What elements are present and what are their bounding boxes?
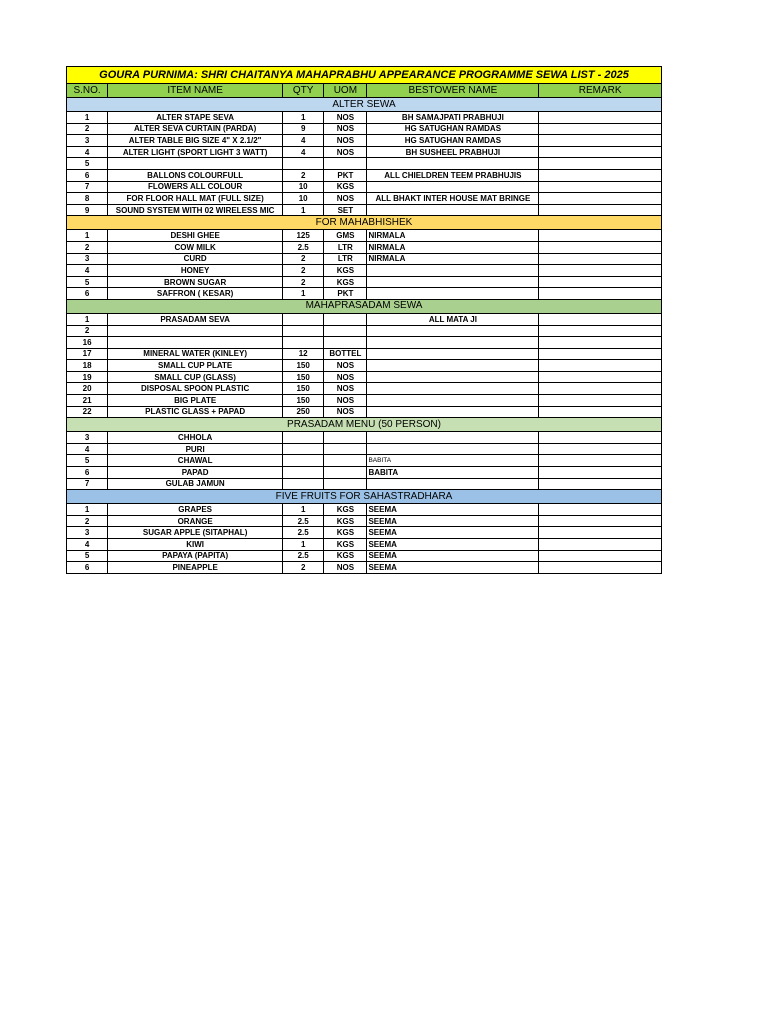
sno-cell[interactable]: 5 xyxy=(67,276,108,288)
table-row xyxy=(67,527,662,539)
remark-cell[interactable] xyxy=(539,455,662,467)
remark-cell[interactable] xyxy=(539,550,662,562)
uom-cell[interactable]: NOS xyxy=(324,146,367,158)
bestower-cell[interactable] xyxy=(367,383,539,395)
remark-cell[interactable] xyxy=(539,146,662,158)
uom-cell[interactable]: NOS xyxy=(324,112,367,124)
section-row xyxy=(67,418,662,432)
remark-cell[interactable] xyxy=(539,135,662,147)
table-row xyxy=(67,432,662,444)
sno-cell[interactable]: 4 xyxy=(67,539,108,551)
item-name-cell[interactable] xyxy=(108,325,283,337)
item-name-cell[interactable]: CURD xyxy=(108,253,283,265)
qty-cell[interactable]: 150 xyxy=(283,395,324,407)
table-row xyxy=(67,158,662,170)
uom-cell[interactable] xyxy=(324,313,367,325)
uom-cell[interactable]: PKT xyxy=(324,288,367,300)
item-name-cell[interactable]: SOUND SYSTEM WITH 02 WIRELESS MIC xyxy=(108,204,283,216)
sno-cell[interactable]: 2 xyxy=(67,325,108,337)
sno-cell[interactable]: 6 xyxy=(67,562,108,574)
uom-cell[interactable]: KGS xyxy=(324,265,367,277)
table-row xyxy=(67,406,662,418)
table-row xyxy=(67,276,662,288)
bestower-cell[interactable] xyxy=(367,158,539,170)
bestower-cell[interactable] xyxy=(367,348,539,360)
remark-cell[interactable] xyxy=(539,253,662,265)
table-row xyxy=(67,204,662,216)
remark-cell[interactable] xyxy=(539,241,662,253)
qty-cell[interactable]: 4 xyxy=(283,146,324,158)
uom-cell[interactable]: NOS xyxy=(324,395,367,407)
remark-cell[interactable] xyxy=(539,348,662,360)
table-row xyxy=(67,169,662,181)
section-row xyxy=(67,299,662,313)
uom-cell[interactable]: NOS xyxy=(324,360,367,372)
remark-cell[interactable] xyxy=(539,504,662,516)
qty-cell[interactable] xyxy=(283,313,324,325)
header-sno[interactable]: S.NO. xyxy=(67,84,108,98)
sno-cell[interactable]: 18 xyxy=(67,360,108,372)
sno-cell[interactable]: 3 xyxy=(67,432,108,444)
uom-cell[interactable]: LTR xyxy=(324,253,367,265)
qty-cell[interactable]: 2 xyxy=(283,169,324,181)
uom-cell[interactable]: GMS xyxy=(324,230,367,242)
bestower-cell[interactable]: SEEMA xyxy=(367,539,539,551)
table-row xyxy=(67,360,662,372)
qty-cell[interactable] xyxy=(283,325,324,337)
qty-cell[interactable]: 1 xyxy=(283,539,324,551)
bestower-cell[interactable] xyxy=(367,395,539,407)
remark-cell[interactable] xyxy=(539,313,662,325)
item-name-cell[interactable]: COW MILK xyxy=(108,241,283,253)
sno-cell[interactable]: 3 xyxy=(67,527,108,539)
table-row xyxy=(67,265,662,277)
table-row xyxy=(67,443,662,455)
item-name-cell[interactable]: ALTER LIGHT (SPORT LIGHT 3 WATT) xyxy=(108,146,283,158)
bestower-cell[interactable]: ALL BHAKT INTER HOUSE MAT BRINGE xyxy=(367,193,539,205)
item-name-cell[interactable]: BROWN SUGAR xyxy=(108,276,283,288)
item-name-cell[interactable]: PAPAYA (PAPITA) xyxy=(108,550,283,562)
bestower-cell[interactable] xyxy=(367,478,539,490)
uom-cell[interactable] xyxy=(324,337,367,349)
uom-cell[interactable] xyxy=(324,158,367,170)
bestower-cell[interactable] xyxy=(367,360,539,372)
item-name-cell[interactable]: CHAWAL xyxy=(108,455,283,467)
remark-cell[interactable] xyxy=(539,123,662,135)
bestower-cell[interactable] xyxy=(367,288,539,300)
uom-cell[interactable]: NOS xyxy=(324,135,367,147)
bestower-cell[interactable] xyxy=(367,276,539,288)
table-row xyxy=(67,112,662,124)
qty-cell[interactable] xyxy=(283,432,324,444)
remark-cell[interactable] xyxy=(539,158,662,170)
section-row xyxy=(67,98,662,112)
table-row xyxy=(67,348,662,360)
qty-cell[interactable] xyxy=(283,455,324,467)
remark-cell[interactable] xyxy=(539,325,662,337)
item-name-cell[interactable]: SUGAR APPLE (SITAPHAL) xyxy=(108,527,283,539)
remark-cell[interactable] xyxy=(539,276,662,288)
bestower-cell[interactable] xyxy=(367,204,539,216)
bestower-cell[interactable]: HG SATUGHAN RAMDAS xyxy=(367,135,539,147)
qty-cell[interactable] xyxy=(283,478,324,490)
item-name-cell[interactable]: HONEY xyxy=(108,265,283,277)
item-name-cell[interactable] xyxy=(108,337,283,349)
qty-cell[interactable]: 150 xyxy=(283,371,324,383)
remark-cell[interactable] xyxy=(539,383,662,395)
sno-cell[interactable]: 8 xyxy=(67,193,108,205)
sno-cell[interactable]: 1 xyxy=(67,230,108,242)
table-row xyxy=(67,550,662,562)
qty-cell[interactable] xyxy=(283,443,324,455)
qty-cell[interactable]: 2 xyxy=(283,562,324,574)
sno-cell[interactable]: 5 xyxy=(67,550,108,562)
header-qty[interactable]: QTY xyxy=(283,84,324,98)
qty-cell[interactable] xyxy=(283,337,324,349)
item-name-cell[interactable]: GRAPES xyxy=(108,504,283,516)
header-remark[interactable]: REMARK xyxy=(539,84,662,98)
uom-cell[interactable]: NOS xyxy=(324,383,367,395)
uom-cell[interactable] xyxy=(324,478,367,490)
item-name-cell[interactable]: PLASTIC GLASS + PAPAD xyxy=(108,406,283,418)
section-title[interactable]: FIVE FRUITS FOR SAHASTRADHARA xyxy=(67,490,662,504)
item-name-cell[interactable]: CHHOLA xyxy=(108,432,283,444)
table-row xyxy=(67,455,662,467)
table-row xyxy=(67,504,662,516)
item-name-cell[interactable]: KIWI xyxy=(108,539,283,551)
bestower-cell[interactable]: BABITA xyxy=(367,467,539,479)
item-name-cell[interactable]: PINEAPPLE xyxy=(108,562,283,574)
table-row xyxy=(67,288,662,300)
bestower-cell[interactable] xyxy=(367,265,539,277)
uom-cell[interactable]: KGS xyxy=(324,276,367,288)
remark-cell[interactable] xyxy=(539,337,662,349)
bestower-cell[interactable] xyxy=(367,371,539,383)
qty-cell[interactable]: 150 xyxy=(283,360,324,372)
uom-cell[interactable]: PKT xyxy=(324,169,367,181)
bestower-cell[interactable]: BABITA xyxy=(367,455,539,467)
table-row xyxy=(67,539,662,551)
bestower-cell[interactable] xyxy=(367,337,539,349)
uom-cell[interactable]: NOS xyxy=(324,562,367,574)
item-name-cell[interactable]: ALTER SEVA CURTAIN (PARDA) xyxy=(108,123,283,135)
remark-cell[interactable] xyxy=(539,204,662,216)
sno-cell[interactable]: 2 xyxy=(67,123,108,135)
sno-cell[interactable]: 16 xyxy=(67,337,108,349)
title-row xyxy=(67,67,662,84)
uom-cell[interactable]: KGS xyxy=(324,550,367,562)
sno-cell[interactable]: 5 xyxy=(67,455,108,467)
uom-cell[interactable]: KGS xyxy=(324,181,367,193)
remark-cell[interactable] xyxy=(539,360,662,372)
sno-cell[interactable]: 17 xyxy=(67,348,108,360)
table-row xyxy=(67,181,662,193)
bestower-cell[interactable] xyxy=(367,325,539,337)
qty-cell[interactable]: 2.5 xyxy=(283,515,324,527)
sno-cell[interactable]: 3 xyxy=(67,135,108,147)
sewa-list-table xyxy=(66,66,662,574)
bestower-cell[interactable]: NIRMALA xyxy=(367,230,539,242)
item-name-cell[interactable]: FLOWERS ALL COLOUR xyxy=(108,181,283,193)
qty-cell[interactable]: 10 xyxy=(283,193,324,205)
uom-cell[interactable]: KGS xyxy=(324,504,367,516)
remark-cell[interactable] xyxy=(539,169,662,181)
section-title[interactable]: FOR MAHABHISHEK xyxy=(67,216,662,230)
sno-cell[interactable]: 4 xyxy=(67,146,108,158)
header-uom[interactable]: UOM xyxy=(324,84,367,98)
item-name-cell[interactable]: GULAB JAMUN xyxy=(108,478,283,490)
table-row xyxy=(67,193,662,205)
bestower-cell[interactable]: BH SAMAJPATI PRABHUJI xyxy=(367,112,539,124)
sno-cell[interactable]: 7 xyxy=(67,181,108,193)
bestower-cell[interactable]: NIRMALA xyxy=(367,253,539,265)
qty-cell[interactable]: 12 xyxy=(283,348,324,360)
bestower-cell[interactable] xyxy=(367,432,539,444)
uom-cell[interactable]: KGS xyxy=(324,527,367,539)
item-name-cell[interactable]: SMALL CUP (GLASS) xyxy=(108,371,283,383)
table-row xyxy=(67,562,662,574)
table-row xyxy=(67,123,662,135)
sno-cell[interactable]: 21 xyxy=(67,395,108,407)
remark-cell[interactable] xyxy=(539,230,662,242)
header-item-name[interactable]: ITEM NAME xyxy=(108,84,283,98)
sno-cell[interactable]: 1 xyxy=(67,504,108,516)
table-row xyxy=(67,371,662,383)
table-row xyxy=(67,383,662,395)
bestower-cell[interactable]: HG SATUGHAN RAMDAS xyxy=(367,123,539,135)
section-title[interactable]: MAHAPRASADAM SEWA xyxy=(67,299,662,313)
section-row xyxy=(67,216,662,230)
qty-cell[interactable]: 250 xyxy=(283,406,324,418)
bestower-cell[interactable] xyxy=(367,181,539,193)
uom-cell[interactable]: NOS xyxy=(324,123,367,135)
item-name-cell[interactable]: PAPAD xyxy=(108,467,283,479)
remark-cell[interactable] xyxy=(539,265,662,277)
uom-cell[interactable]: KGS xyxy=(324,539,367,551)
uom-cell[interactable] xyxy=(324,432,367,444)
uom-cell[interactable]: KGS xyxy=(324,515,367,527)
remark-cell[interactable] xyxy=(539,371,662,383)
bestower-cell[interactable]: SEEMA xyxy=(367,527,539,539)
remark-cell[interactable] xyxy=(539,467,662,479)
item-name-cell[interactable]: FOR FLOOR HALL MAT (FULL SIZE) xyxy=(108,193,283,205)
sno-cell[interactable]: 20 xyxy=(67,383,108,395)
remark-cell[interactable] xyxy=(539,406,662,418)
bestower-cell[interactable]: SEEMA xyxy=(367,504,539,516)
bestower-cell[interactable] xyxy=(367,406,539,418)
bestower-cell[interactable]: ALL CHIELDREN TEEM PRABHUJIS xyxy=(367,169,539,181)
uom-cell[interactable] xyxy=(324,443,367,455)
qty-cell[interactable]: 2 xyxy=(283,265,324,277)
uom-cell[interactable]: BOTTEL xyxy=(324,348,367,360)
sno-cell[interactable]: 6 xyxy=(67,169,108,181)
sno-cell[interactable]: 4 xyxy=(67,443,108,455)
item-name-cell[interactable]: ALTER TABLE BIG SIZE 4" X 2.1/2" xyxy=(108,135,283,147)
uom-cell[interactable] xyxy=(324,455,367,467)
table-row xyxy=(67,146,662,158)
sno-cell[interactable]: 22 xyxy=(67,406,108,418)
table-row xyxy=(67,313,662,325)
table-row xyxy=(67,135,662,147)
qty-cell[interactable]: 4 xyxy=(283,135,324,147)
qty-cell[interactable] xyxy=(283,467,324,479)
uom-cell[interactable] xyxy=(324,467,367,479)
table-row xyxy=(67,253,662,265)
section-title[interactable]: PRASADAM MENU (50 PERSON) xyxy=(67,418,662,432)
item-name-cell[interactable]: PURI xyxy=(108,443,283,455)
qty-cell[interactable]: 2.5 xyxy=(283,550,324,562)
item-name-cell[interactable]: ALTER STAPE SEVA xyxy=(108,112,283,124)
bestower-cell[interactable]: BH SUSHEEL PRABHUJI xyxy=(367,146,539,158)
qty-cell[interactable]: 125 xyxy=(283,230,324,242)
remark-cell[interactable] xyxy=(539,193,662,205)
qty-cell[interactable]: 1 xyxy=(283,288,324,300)
sno-cell[interactable]: 1 xyxy=(67,313,108,325)
uom-cell[interactable]: NOS xyxy=(324,193,367,205)
item-name-cell[interactable]: PRASADAM SEVA xyxy=(108,313,283,325)
uom-cell[interactable]: SET xyxy=(324,204,367,216)
bestower-cell[interactable]: SEEMA xyxy=(367,550,539,562)
sewa-list-body xyxy=(67,67,662,574)
qty-cell[interactable]: 9 xyxy=(283,123,324,135)
item-name-cell[interactable]: MINERAL WATER (KINLEY) xyxy=(108,348,283,360)
remark-cell[interactable] xyxy=(539,395,662,407)
remark-cell[interactable] xyxy=(539,288,662,300)
qty-cell[interactable]: 2.5 xyxy=(283,527,324,539)
sno-cell[interactable]: 1 xyxy=(67,112,108,124)
item-name-cell[interactable]: BALLONS COLOURFULL xyxy=(108,169,283,181)
uom-cell[interactable]: NOS xyxy=(324,406,367,418)
uom-cell[interactable]: LTR xyxy=(324,241,367,253)
table-row xyxy=(67,325,662,337)
section-row xyxy=(67,490,662,504)
sno-cell[interactable]: 2 xyxy=(67,241,108,253)
qty-cell[interactable]: 2 xyxy=(283,276,324,288)
remark-cell[interactable] xyxy=(539,562,662,574)
bestower-cell[interactable]: SEEMA xyxy=(367,562,539,574)
uom-cell[interactable]: NOS xyxy=(324,371,367,383)
header-row xyxy=(67,84,662,98)
table-row xyxy=(67,467,662,479)
bestower-cell[interactable] xyxy=(367,443,539,455)
table-row xyxy=(67,515,662,527)
item-name-cell[interactable] xyxy=(108,158,283,170)
qty-cell[interactable]: 2.5 xyxy=(283,241,324,253)
qty-cell[interactable]: 1 xyxy=(283,504,324,516)
table-row xyxy=(67,230,662,242)
qty-cell[interactable]: 2 xyxy=(283,253,324,265)
remark-cell[interactable] xyxy=(539,432,662,444)
qty-cell[interactable] xyxy=(283,158,324,170)
item-name-cell[interactable]: DESHI GHEE xyxy=(108,230,283,242)
item-name-cell[interactable]: DISPOSAL SPOON PLASTIC xyxy=(108,383,283,395)
bestower-cell[interactable]: NIRMALA xyxy=(367,241,539,253)
qty-cell[interactable]: 1 xyxy=(283,204,324,216)
remark-cell[interactable] xyxy=(539,443,662,455)
bestower-cell[interactable]: ALL MATA JI xyxy=(367,313,539,325)
section-title[interactable]: ALTER SEWA xyxy=(67,98,662,112)
sno-cell[interactable]: 6 xyxy=(67,467,108,479)
sno-cell[interactable]: 7 xyxy=(67,478,108,490)
item-name-cell[interactable]: BIG PLATE xyxy=(108,395,283,407)
qty-cell[interactable]: 1 xyxy=(283,112,324,124)
sno-cell[interactable]: 19 xyxy=(67,371,108,383)
uom-cell[interactable] xyxy=(324,325,367,337)
item-name-cell[interactable]: SAFFRON ( KESAR) xyxy=(108,288,283,300)
remark-cell[interactable] xyxy=(539,539,662,551)
sno-cell[interactable]: 9 xyxy=(67,204,108,216)
sno-cell[interactable]: 2 xyxy=(67,515,108,527)
sno-cell[interactable]: 5 xyxy=(67,158,108,170)
remark-cell[interactable] xyxy=(539,527,662,539)
sno-cell[interactable]: 4 xyxy=(67,265,108,277)
bestower-cell[interactable]: SEEMA xyxy=(367,515,539,527)
sno-cell[interactable]: 6 xyxy=(67,288,108,300)
table-row xyxy=(67,478,662,490)
remark-cell[interactable] xyxy=(539,478,662,490)
remark-cell[interactable] xyxy=(539,515,662,527)
table-row xyxy=(67,395,662,407)
table-row xyxy=(67,241,662,253)
qty-cell[interactable]: 150 xyxy=(283,383,324,395)
sheet-title[interactable]: GOURA PURNIMA: SHRI CHAITANYA MAHAPRABHU APPEARANCE PROGRAMME SEWA LIST - 2025 xyxy=(67,67,662,84)
item-name-cell[interactable]: SMALL CUP PLATE xyxy=(108,360,283,372)
header-bestower-name[interactable]: BESTOWER NAME xyxy=(367,84,539,98)
remark-cell[interactable] xyxy=(539,181,662,193)
qty-cell[interactable]: 10 xyxy=(283,181,324,193)
remark-cell[interactable] xyxy=(539,112,662,124)
sno-cell[interactable]: 3 xyxy=(67,253,108,265)
item-name-cell[interactable]: ORANGE xyxy=(108,515,283,527)
table-row xyxy=(67,337,662,349)
